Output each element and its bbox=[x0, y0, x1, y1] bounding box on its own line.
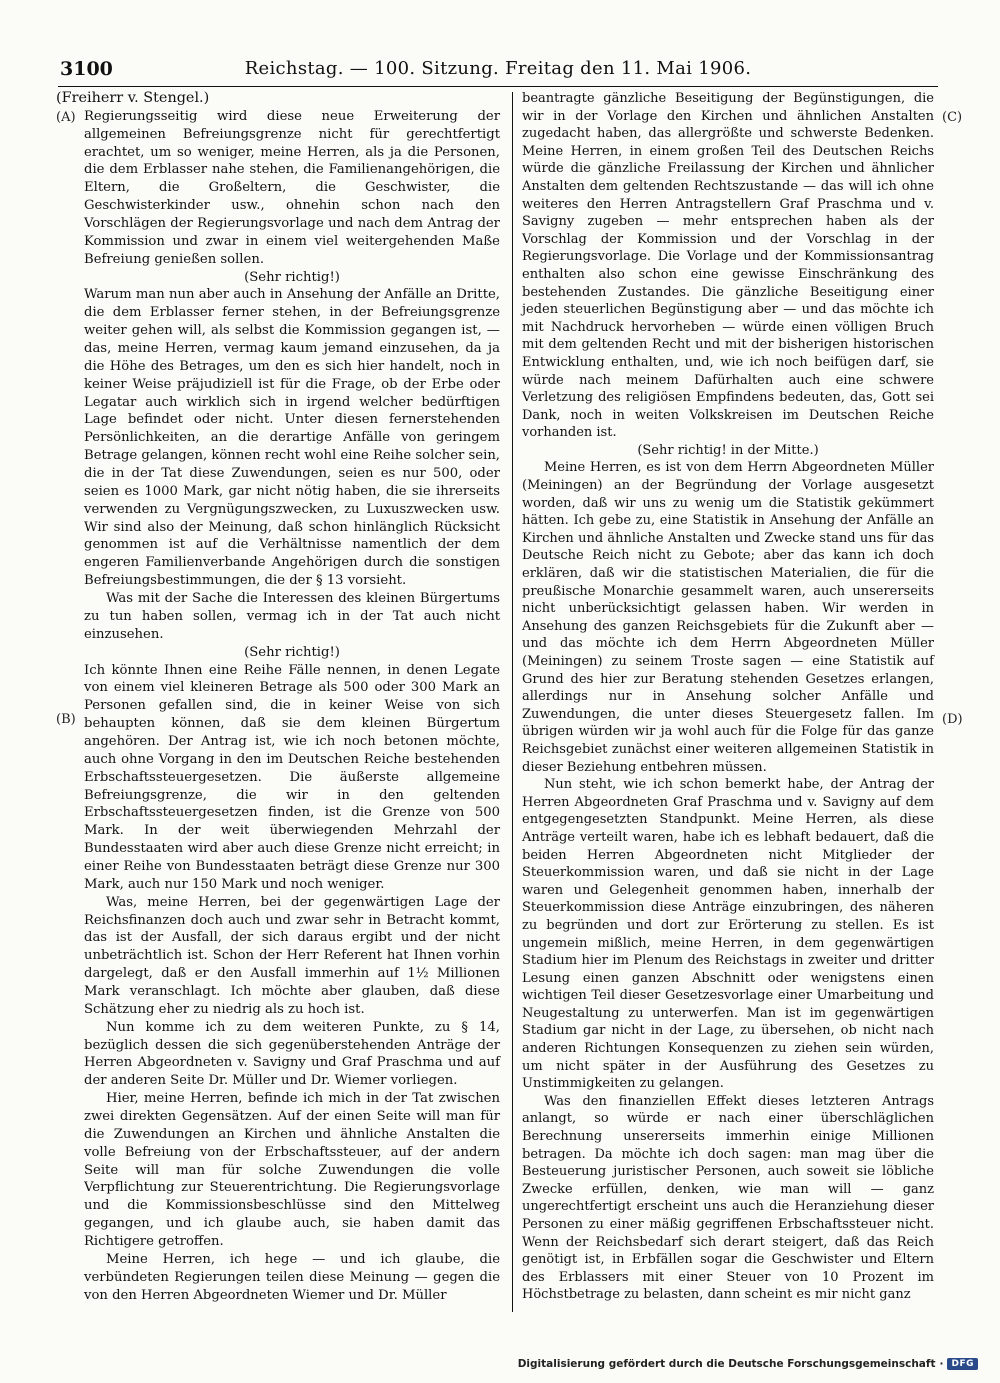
paragraph: Meine Herren, ich hege — und ich glaube, die verbündeten Regierungen teilen diese Meinung — gegen die von den Herren Abgeordneten Wiemer und Dr. Müller bbox=[84, 1251, 500, 1303]
paragraph: Regierungsseitig wird diese neue Erweiterung der allgemeinen Befreiungsgrenze nicht für gerechtfertigt erachtet, um so weniger, meine Herren, als ja die Personen, die dem Erblasser nahe stehen, die Familienangehörigen, die Eltern, die Großeltern, die Geschwister, die Geschwisterkinder usw., ohnehin schon nach den Vorschlägen der Regierungsvorlage und nach dem Antrag der Kommission und zwar in einem viel weitergehenden Maße Befreiung genießen sollen. bbox=[84, 108, 500, 267]
margin-mark-b: (B) bbox=[56, 712, 76, 727]
paragraph: Was den finanziellen Effekt dieses letzteren Antrags anlangt, so würde er nach einer überschläglichen Berechnung unsererseits immerhin einige Millionen betragen. Da möchte ich doch sagen: man mag über die Besteuerung juristischer Personen, auch soweit sie löbliche Zwecke erfüllen, denken, wie man will — ganz ungerechtfertigt erscheint uns auch die Heranziehung dieser Personen zu einer mäßig gegriffenen Erbschaftssteuer nicht. Wenn der Reichsbedarf sich derart steigert, daß das Reich genötigt ist, in Erbfällen sogar die Geschwister und Eltern des Erblassers mit einer Steuer von 10 Prozent im Höchstbetrage zu belasten, dann scheint es mir nicht ganz bbox=[522, 1093, 934, 1303]
dfg-logo-icon: DFG bbox=[947, 1358, 978, 1370]
interjection: (Sehr richtig! in der Mitte.) bbox=[637, 442, 819, 458]
interjection: (Sehr richtig!) bbox=[244, 644, 340, 660]
column-divider bbox=[512, 92, 513, 1312]
paragraph: Warum man nun aber auch in Ansehung der Anfälle an Dritte, die dem Erblasser ferner stehen, in der Befreiungsgrenze weiter gehen will, als selbst die Kommission gegangen ist, — das, meine Herren, vermag kaum jemand einzusehen, da ja die Höhe des Betrages, um den es sich hier handelt, noch in keiner Weise präjudiziell ist für die Frage, ob der Erbe oder Legatar auch wirklich sich in irgend welcher bedürftigen Lage befindet oder nicht. Unter diesen fernerstehenden Persönlichkeiten, an die derartige Anfälle von geringem Betrage gelangen, können recht wohl eine Reihe solcher sein, die in der Tat diese Zuwendungen, seien es nur 500, oder seien es 1000 Mark, gar nicht nötig haben, die sie ihrerseits verwenden zu Vergnügungszwecken, zu Luxuszwecken usw. Wir sind also der Meinung, daß schon hinlänglich Rücksicht genommen ist auf die Verhältnisse namentlich der dem engeren Familienverbande Angehörigen durch die sonstigen Befreiungsbestimmungen, die der § 13 vorsieht. bbox=[84, 287, 500, 589]
running-head: Reichstag. — 100. Sitzung. Freitag den 11. Mai 1906. bbox=[244, 58, 752, 79]
paragraph: beantragte gänzliche Beseitigung der Begünstigungen, die wir in der Vorlage den Kirchen und ähnlichen Anstalten zugedacht haben, das allergrößte und schwerste Bedenken. Meine Herren, in einem großen Teil des Deutschen Reichs würde die gänzliche Freilassung der Kirchen und ähnlicher Anstalten dem geltenden Rechtszustande — das will ich ohne weiteres den Herren Antragstellern Graf Praschma und v. Savigny zugeben — mehr entsprechen haben als der Vorschlag der Kommission und der Vorschlag in der Regierungsvorlage. Die Vorlage und der Kommissionsantrag enthalten also schon eine gewisse Einschränkung des bestehenden Zustandes. Die gänzliche Beseitigung einer jeden steuerlichen Begünstigung aber — und das möchte ich mit Nachdruck hervorheben — würde einen völligen Bruch mit dem geltenden Recht und mit der bisherigen historischen Entwicklung enthalten, und, wie ich noch beifügen darf, sie würde nach meinem Dafürhalten auch eine schwere Verletzung des religiösen Empfindens bedeuten, das, Gott sei Dank, noch in weiten Volkskreisen im Deutschen Reiche vorhanden ist. bbox=[522, 91, 934, 441]
margin-mark-a: (A) bbox=[56, 110, 76, 125]
page-number: 3100 bbox=[60, 58, 113, 80]
left-column bbox=[56, 90, 500, 1304]
paragraph: Nun steht, wie ich schon bemerkt habe, der Antrag der Herren Abgeordneten Graf Praschma und v. Savigny auf dem entgegengesetzten Standpunkt. Meine Herren, als diese Anträge verteilt waren, habe ich es lebhaft bedauert, daß die beiden Herren Abgeordneten nicht Mitglieder der Steuerkommission waren, und daß sie nicht in der Lage waren und Gelegenheit genommen haben, innerhalb der Steuerkommission diese Anträge einzubringen, des näheren zu begründen und dort zur Erörterung zu stellen. Es ist ungemein mißlich, meine Herren, in dem gegenwärtigen Stadium hier im Plenum des Reichstags in zweiter und dritter Lesung einen ganzen Abschnitt oder wenigstens einen wichtigen Teil dieser Gesetzesvorlage einer Umarbeitung und Neugestaltung zu unterwerfen. Man ist im gegenwärtigen Stadium gar nicht in der Lage, zu übersehen, ob nicht nach anderen Richtungen Konsequenzen zu ziehen sein würden, um nicht später in der Ausführung des Gesetzes zu Unstimmigkeiten zu gelangen. bbox=[522, 777, 934, 1092]
margin-mark-c: (C) bbox=[942, 110, 963, 125]
paragraph: Meine Herren, es ist von dem Herrn Abgeordneten Müller (Meiningen) an der Begründung der Vorlage ausgesetzt worden, daß wir uns zu wenig um die Statistik gekümmert hätten. Ich gebe zu, eine Statistik in Ansehung der Anfälle an Kirchen und ähnliche Anstalten und Zwecke stand uns für das Deutsche Reich nicht zu Gebote; aber das kann ich doch erklären, daß wir die statistischen Materialien, die für die preußische Monarchie gesammelt waren, auch unsererseits nicht unberücksichtigt gelassen haben. Wir werden in Ansehung des ganzen Reichsgebiets für die Zukunft aber — und das möchte ich dem Herrn Abgeordneten Müller (Meiningen) zu seinem Troste sagen — eine Statistik auf Grund des hier zur Beratung stehenden Gesetzes erlangen, allerdings nur in Ansehung solcher Anfälle und Zuwendungen, die unter dieses Steuergesetz fallen. Im übrigen würden wir ja wohl auch für die Folge für das ganze Reichsgebiet zunächst einer weiteren allgemeinen Statistik in dieser Beziehung entbehren müssen. bbox=[522, 460, 934, 775]
speaker-label: (Freiherr v. Stengel.) bbox=[56, 90, 210, 106]
paragraph: Nun komme ich zu dem weiteren Punkte, zu § 14, bezüglich dessen die sich gegenüberstehenden Anträge der Herren Abgeordneten v. Savigny und Graf Praschma und auf der anderen Seite Dr. Müller und Dr. Wiemer vorliegen. bbox=[84, 1019, 500, 1089]
right-column bbox=[522, 90, 934, 1304]
header-rule bbox=[58, 86, 938, 87]
digitization-credit: Digitalisierung gefördert durch die Deutsche Forschungsgemeinschaft · DFG bbox=[518, 1358, 978, 1370]
credit-text: Digitalisierung gefördert durch die Deutsche Forschungsgemeinschaft bbox=[517, 1358, 936, 1370]
interjection: (Sehr richtig!) bbox=[244, 269, 340, 285]
paragraph: Ich könnte Ihnen eine Reihe Fälle nennen, in denen Legate von einem viel kleineren Betrage als 500 oder 300 Mark an Personen gefallen sind, die in keiner Weise von sich behaupten können, daß sie dem kleinen Bürgertum angehören. Der Antrag ist, wie ich noch betonen möchte, auch ohne Vorgang in den im Deutschen Reiche bestehenden Erbschaftssteuergesetzen. Die äußerste allgemeine Befreiungsgrenze, die wir in den geltenden Erbschaftssteuergesetzen finden, ist die Grenze von 500 Mark. In der weit überwiegenden Mehrzahl der Bundesstaaten wird aber auch diese Grenze nicht erreicht; in einer Reihe von Bundesstaaten beträgt diese Grenze nur 300 Mark, auch nur 150 Mark und noch weniger. bbox=[84, 662, 500, 892]
paragraph: Hier, meine Herren, befinde ich mich in der Tat zwischen zwei direkten Gegensätzen. Auf der einen Seite will man für die Zuwendungen an Kirchen und ähnliche Anstalten die volle Befreiung von der Erbschaftssteuer, auf der andern Seite will man für solche Zuwendungen die volle Verpflichtung zur Steuerentrichtung. Die Regierungsvorlage und die Kommissionsbeschlüsse sind den Mittelweg gegangen, und ich glaube auch, sie haben damit das Richtigere getroffen. bbox=[84, 1091, 500, 1249]
paragraph: Was, meine Herren, bei der gegenwärtigen Lage der Reichsfinanzen doch auch und zwar sehr in Betracht kommt, das ist der Ausfall, der sich daraus ergibt und der nicht unbeträchtlich ist. Schon der Herr Referent hat Ihnen vorhin dargelegt, daß er den Ausfall immerhin auf 1½ Millionen Mark veranschlagt. Ich möchte aber glauben, daß diese Schätzung eher zu niedrig als zu hoch ist. bbox=[84, 894, 500, 1017]
margin-mark-d: (D) bbox=[942, 712, 963, 727]
paragraph: Was mit der Sache die Interessen des kleinen Bürgertums zu tun haben sollen, vermag ich in der Tat auch nicht einzusehen. bbox=[84, 591, 500, 642]
page-header bbox=[58, 58, 938, 84]
